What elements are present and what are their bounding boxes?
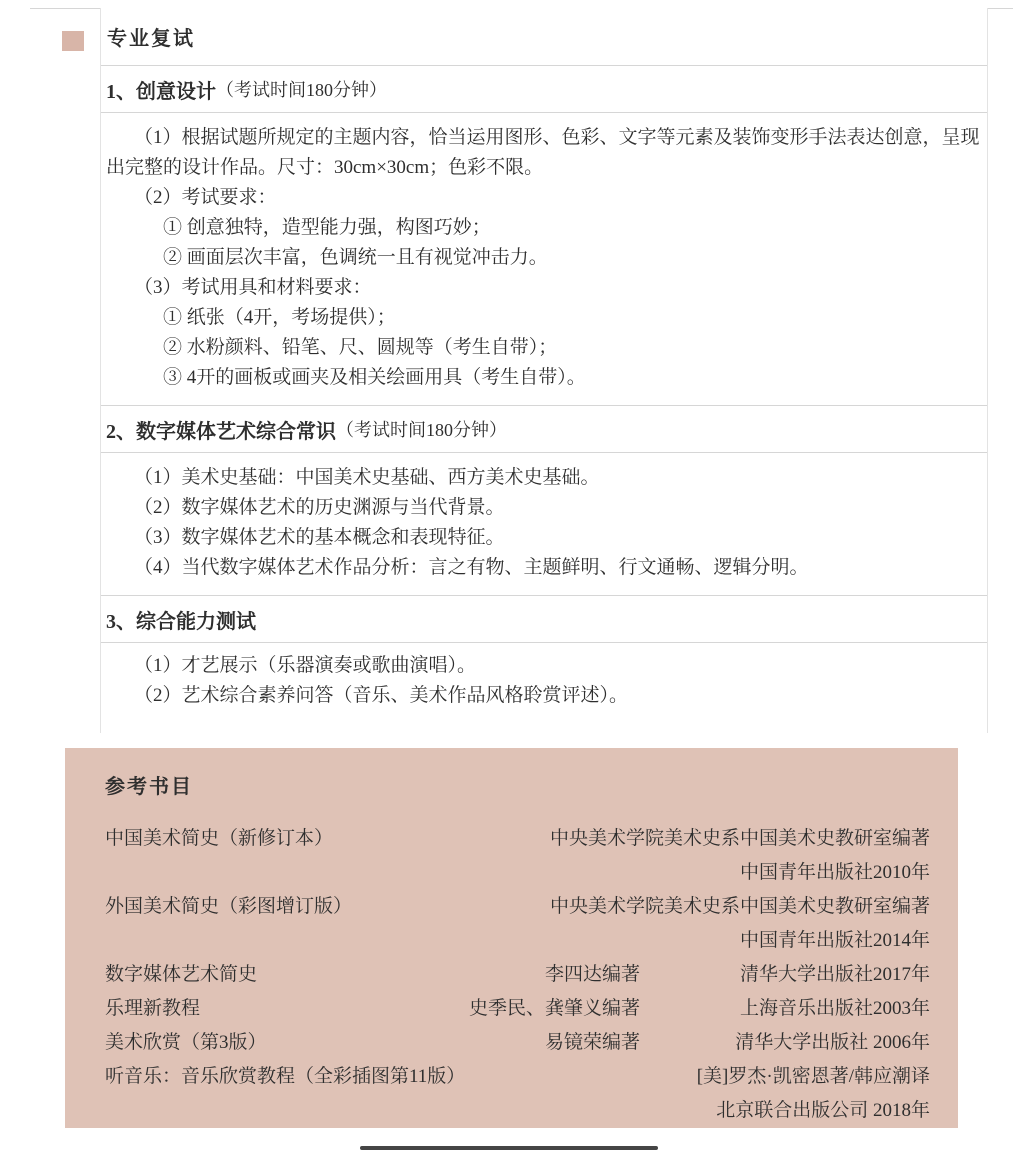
reference-book-list	[105, 822, 930, 1128]
book-title: 美术欣赏（第3版）	[105, 1032, 267, 1053]
book-row	[105, 992, 930, 1026]
requirement-item: （3）数字媒体艺术的基本概念和表现特征。	[134, 527, 505, 548]
section-1-title: 1、创意设计	[106, 80, 216, 103]
section-2-body	[101, 453, 987, 596]
requirement-subitem: ① 创意独特，造型能力强，构图巧妙；	[163, 217, 491, 238]
book-row-continued	[105, 856, 930, 890]
book-row-continued	[105, 924, 930, 958]
section-3-header	[101, 596, 987, 643]
book-title: 外国美术简史（彩图增订版）	[105, 896, 353, 917]
book-author: [美]罗杰·凯密恩著/韩应潮译	[696, 1066, 930, 1087]
book-publisher: 中国青年出版社2010年	[739, 862, 930, 883]
book-row	[105, 1060, 930, 1094]
section-3-title: 3、综合能力测试	[106, 610, 256, 633]
document-header	[101, 8, 987, 66]
spacer	[105, 856, 740, 890]
section-1-body	[101, 113, 987, 406]
requirement-item: （1）才艺展示（乐器演奏或歌曲演唱）。	[134, 655, 477, 676]
requirement-subitem: ③ 4开的画板或画夹及相关绘画用具（考生自带）。	[163, 367, 586, 388]
section-1-note: （考试时间180分钟）	[216, 80, 387, 100]
requirement-item: （2）数字媒体艺术的历史渊源与当代背景。	[134, 497, 505, 518]
book-author: 中央美术学院美术史系中国美术史教研室编著	[549, 828, 930, 849]
spacer	[105, 1094, 716, 1128]
section-2-title: 2、数字媒体艺术综合常识	[106, 420, 336, 443]
book-title: 中国美术简史（新修订本）	[105, 828, 334, 849]
section-3-body	[101, 643, 987, 733]
requirement-item: （1）根据试题所规定的主题内容，恰当运用图形、色彩、文字等元素及装饰变形手法表达创意，呈现出完整的设计作品。尺寸：30cm×30cm；色彩不限。	[106, 127, 980, 178]
book-author: 李四达编著	[544, 964, 640, 985]
requirement-item: （4）当代数字媒体艺术作品分析：言之有物、主题鲜明、行文通畅、逻辑分明。	[134, 557, 809, 578]
section-marker-square	[62, 31, 84, 51]
requirement-subitem: ② 画面层次丰富，色调统一且有视觉冲击力。	[163, 247, 548, 268]
book-row	[105, 890, 930, 924]
spacer	[105, 924, 740, 958]
book-row	[105, 822, 930, 856]
section-2-note: （考试时间180分钟）	[336, 420, 507, 440]
book-publisher: 清华大学出版社 2006年	[735, 1032, 930, 1053]
book-publisher: 中国青年出版社2014年	[739, 930, 930, 951]
home-indicator	[360, 1146, 658, 1150]
book-row	[105, 1026, 930, 1060]
requirement-item: （1）美术史基础：中国美术史基础、西方美术史基础。	[134, 467, 600, 488]
reference-title: 参考书目	[105, 776, 193, 798]
book-publisher: 北京联合出版公司 2018年	[716, 1100, 930, 1121]
requirement-item: （2）艺术综合素养问答（音乐、美术作品风格聆赏评述）。	[134, 685, 629, 706]
book-author: 史季民、龚肇义编著	[468, 998, 640, 1019]
requirement-subitem: ① 纸张（4开，考场提供）；	[163, 307, 396, 328]
book-title: 数字媒体艺术简史	[105, 964, 258, 985]
page-title: 专业复试	[107, 28, 195, 50]
book-author: 中央美术学院美术史系中国美术史教研室编著	[549, 896, 930, 917]
book-row	[105, 958, 930, 992]
exam-info-table	[100, 8, 988, 733]
requirement-item: （3）考试用具和材料要求：	[134, 277, 372, 298]
requirement-item: （2）考试要求：	[134, 187, 277, 208]
book-publisher: 上海音乐出版社2003年	[739, 998, 930, 1019]
requirement-subitem: ② 水粉颜料、铅笔、尺、圆规等（考生自带）；	[163, 337, 558, 358]
reference-books-panel	[65, 748, 958, 1128]
book-publisher: 清华大学出版社2017年	[739, 964, 930, 985]
book-title: 听音乐：音乐欣赏教程（全彩插图第11版）	[105, 1066, 466, 1087]
book-row-continued	[105, 1094, 930, 1128]
section-1-header	[101, 66, 987, 113]
section-2-header	[101, 406, 987, 453]
book-title: 乐理新教程	[105, 998, 201, 1019]
book-author: 易镜荣编著	[544, 1032, 640, 1053]
